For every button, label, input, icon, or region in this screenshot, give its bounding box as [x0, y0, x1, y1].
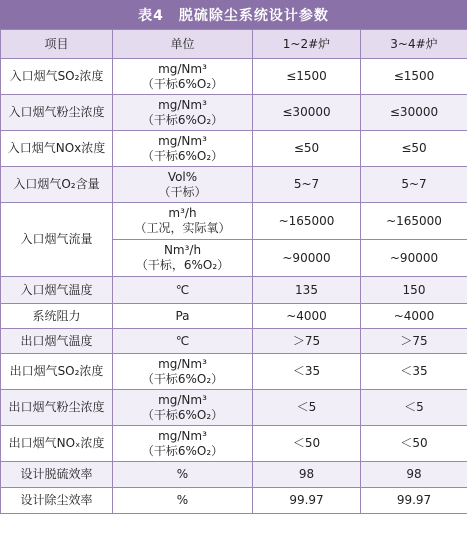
item-cell: 系统阻力	[1, 304, 113, 329]
unit-cell	[113, 390, 253, 426]
value-cell-boiler-1-2: ≤50	[253, 131, 361, 167]
table-row	[1, 304, 467, 329]
unit-cell	[113, 354, 253, 390]
unit-note: （干标6%O₂）	[141, 76, 224, 91]
unit-cell: Pa	[113, 304, 253, 329]
value-cell-boiler-1-2: ≤1500	[253, 59, 361, 95]
value-cell-boiler-1-2: 135	[253, 277, 361, 304]
unit-note: （干标）	[158, 184, 207, 199]
value-cell-boiler-1-2: ~90000	[253, 240, 361, 277]
unit-cell	[113, 203, 253, 240]
unit-cell	[113, 240, 253, 277]
unit-note: （干标6%O₂）	[141, 407, 224, 422]
value-cell-boiler-3-4: ≤30000	[361, 95, 467, 131]
value-cell-boiler-3-4: 99.97	[361, 488, 467, 514]
unit-line: mg/Nm³	[158, 428, 207, 443]
unit-line: Vol%	[167, 169, 198, 184]
unit-cell	[113, 95, 253, 131]
value-cell-boiler-1-2: 5~7	[253, 167, 361, 203]
unit-line: mg/Nm³	[158, 61, 207, 76]
value-cell-boiler-3-4: ＜50	[361, 426, 467, 462]
item-cell: 出口烟气温度	[1, 329, 113, 354]
value-cell-boiler-1-2: 99.97	[253, 488, 361, 514]
item-cell: 入口烟气SO₂浓度	[1, 59, 113, 95]
unit-note: （干标6%O₂）	[141, 443, 224, 458]
value-cell-boiler-3-4: ≤50	[361, 131, 467, 167]
unit-line: m³/h	[168, 206, 197, 220]
parameter-table	[0, 29, 467, 514]
value-cell-boiler-1-2: ＞75	[253, 329, 361, 354]
table-row	[1, 329, 467, 354]
table-row	[1, 131, 467, 167]
unit-note: （干标6%O₂）	[141, 112, 224, 127]
unit-cell: %	[113, 462, 253, 488]
unit-cell	[113, 131, 253, 167]
value-cell-boiler-1-2: 98	[253, 462, 361, 488]
table-row	[1, 462, 467, 488]
item-cell: 入口烟气流量	[1, 203, 113, 277]
item-cell: 设计除尘效率	[1, 488, 113, 514]
unit-cell: ℃	[113, 277, 253, 304]
unit-line: Nm³/h	[163, 243, 202, 257]
item-cell: 出口烟气NOₓ浓度	[1, 426, 113, 462]
unit-line: mg/Nm³	[158, 97, 207, 112]
header-item: 项目	[1, 30, 113, 59]
item-cell: 出口烟气粉尘浓度	[1, 390, 113, 426]
value-cell-boiler-3-4: 150	[361, 277, 467, 304]
unit-note: （干标，6%O₂）	[135, 258, 230, 272]
table-title-text: 表4 脱硫除尘系统设计参数	[138, 7, 329, 24]
value-cell-boiler-1-2: ＜50	[253, 426, 361, 462]
value-cell-boiler-1-2: ~4000	[253, 304, 361, 329]
value-cell-boiler-3-4: ~165000	[361, 203, 467, 240]
table-row	[1, 203, 467, 240]
table-row	[1, 95, 467, 131]
unit-line: mg/Nm³	[158, 356, 207, 371]
unit-cell	[113, 426, 253, 462]
table-row	[1, 354, 467, 390]
unit-line: mg/Nm³	[158, 133, 207, 148]
table-row	[1, 488, 467, 514]
value-cell-boiler-3-4: 98	[361, 462, 467, 488]
unit-cell: ℃	[113, 329, 253, 354]
value-cell-boiler-3-4: ＜35	[361, 354, 467, 390]
unit-line: mg/Nm³	[158, 392, 207, 407]
value-cell-boiler-3-4: ＜5	[361, 390, 467, 426]
table-row	[1, 59, 467, 95]
item-cell: 入口烟气O₂含量	[1, 167, 113, 203]
value-cell-boiler-1-2: ≤30000	[253, 95, 361, 131]
unit-note: （干标6%O₂）	[141, 148, 224, 163]
item-cell: 设计脱硫效率	[1, 462, 113, 488]
value-cell-boiler-1-2: ＜35	[253, 354, 361, 390]
value-cell-boiler-3-4: ~90000	[361, 240, 467, 277]
table-row	[1, 277, 467, 304]
header-unit: 单位	[113, 30, 253, 59]
item-cell: 入口烟气NOx浓度	[1, 131, 113, 167]
unit-cell	[113, 59, 253, 95]
item-cell: 入口烟气粉尘浓度	[1, 95, 113, 131]
item-cell: 出口烟气SO₂浓度	[1, 354, 113, 390]
header-row	[1, 30, 467, 59]
unit-cell	[113, 167, 253, 203]
table-row	[1, 390, 467, 426]
value-cell-boiler-3-4: 5~7	[361, 167, 467, 203]
header-boiler-3-4: 3~4#炉	[361, 30, 467, 59]
table-row	[1, 167, 467, 203]
table-row	[1, 426, 467, 462]
item-cell: 入口烟气温度	[1, 277, 113, 304]
unit-cell: %	[113, 488, 253, 514]
unit-note: （干标6%O₂）	[141, 371, 224, 386]
unit-note: （工况，实际氧）	[134, 221, 231, 235]
value-cell-boiler-1-2: ~165000	[253, 203, 361, 240]
value-cell-boiler-3-4: ~4000	[361, 304, 467, 329]
value-cell-boiler-1-2: ＜5	[253, 390, 361, 426]
header-boiler-1-2: 1~2#炉	[253, 30, 361, 59]
value-cell-boiler-3-4: ≤1500	[361, 59, 467, 95]
table-title	[0, 0, 467, 29]
value-cell-boiler-3-4: ＞75	[361, 329, 467, 354]
